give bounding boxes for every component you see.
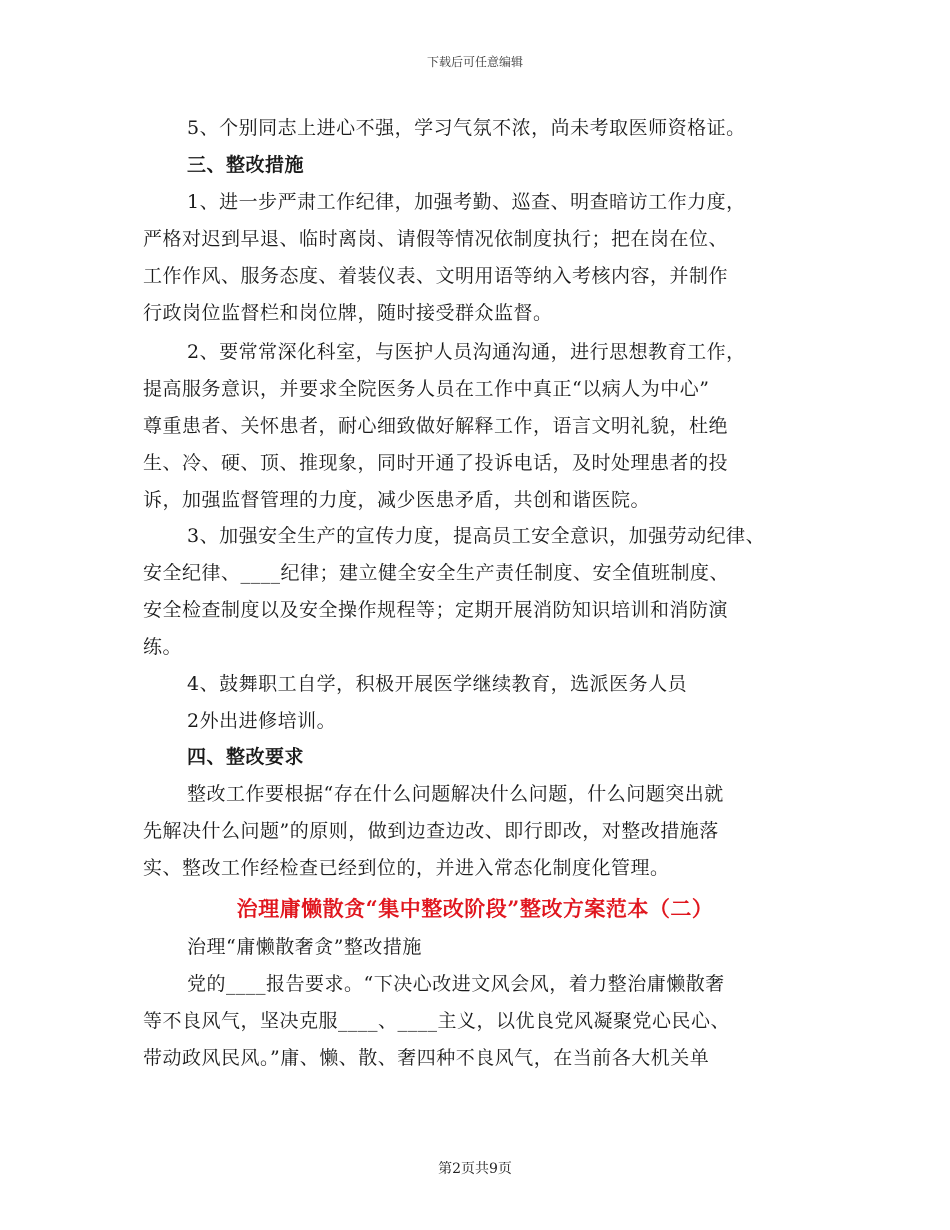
text-line-measure2-c: 尊重患者、关怀患者，耐心细致做好解释工作，语言文明礼貌，杜绝: [143, 415, 729, 437]
text-line-measure3-b: 安全纪律、____纪律；建立健全安全生产责任制度、安全值班制度、: [143, 562, 730, 584]
text-line-party-b: 等不良风气，坚决克服____、____主义，以优良党风凝聚党心民心、: [143, 1010, 731, 1032]
section-title: 治理庸懒散贪“集中整改阶段”整改方案范本（二）: [236, 896, 714, 921]
text-line-measure3-d: 练。: [143, 636, 183, 658]
heading-requirements: 四、整改要求: [187, 746, 305, 768]
text-line-measure2-a: 2、要常常深化科室，与医护人员沟通沟通，进行思想教育工作，: [187, 341, 746, 363]
text-line-measure1-d: 行政岗位监督栏和岗位牌，随时接受群众监督。: [143, 302, 553, 324]
text-line-measure3-c: 安全检查制度以及安全操作规程等；定期开展消防知识培训和消防演: [143, 599, 729, 621]
page-number-footer: 第2页共9页: [438, 1161, 512, 1177]
heading-measures: 三、整改措施: [187, 154, 305, 176]
text-line-measure2-d: 生、冷、硬、顶、推现象，同时开通了投诉电话，及时处理患者的投: [143, 452, 729, 474]
text-line-measure1-c: 工作作风、服务态度、着装仪表、文明用语等纳入考核内容，并制作: [143, 265, 729, 287]
text-line-item5: 5、个别同志上进心不强，学习气氛不浓，尚未考取医师资格证。: [187, 117, 746, 139]
text-line-measure3-a: 3、加强安全生产的宣传力度，提高员工安全意识，加强劳动纪律、: [187, 525, 766, 547]
text-line-measure2-b: 提高服务意识，并要求全院医务人员在工作中真正“以病人为中心”: [143, 378, 710, 400]
text-line-measure2-e: 诉，加强监督管理的力度，减少医患矛盾，共创和谐医院。: [143, 489, 651, 511]
text-line-req-a: 整改工作要根据“存在什么问题解决什么问题，什么问题突出就: [187, 783, 724, 805]
text-line-measure1-a: 1、进一步严肃工作纪律，加强考勤、巡查、明查暗访工作力度，: [187, 191, 746, 213]
text-line-sub-heading: 治理“庸懒散奢贪”整改措施: [187, 936, 422, 958]
text-line-party-a: 党的____报告要求。“下决心改进文风会风，着力整治庸懒散奢: [187, 973, 725, 995]
text-line-measure4-a: 4、鼓舞职工自学，积极开展医学继续教育，选派医务人员: [187, 673, 688, 695]
text-line-req-b: 先解决什么问题”的原则，做到边查边改、即行即改，对整改措施落: [143, 820, 719, 842]
page-header-note: 下载后可任意编辑: [426, 55, 523, 69]
text-line-measure4-b: 2外出进修培训。: [187, 710, 337, 732]
text-line-party-c: 带动政风民风。”庸、懒、散、奢四种不良风气，在当前各大机关单: [143, 1047, 710, 1069]
text-line-measure1-b: 严格对迟到早退、临时离岗、请假等情况依制度执行；把在岗在位、: [143, 228, 729, 250]
text-line-req-c: 实、整改工作经检查已经到位的，并进入常态化制度化管理。: [143, 857, 670, 879]
